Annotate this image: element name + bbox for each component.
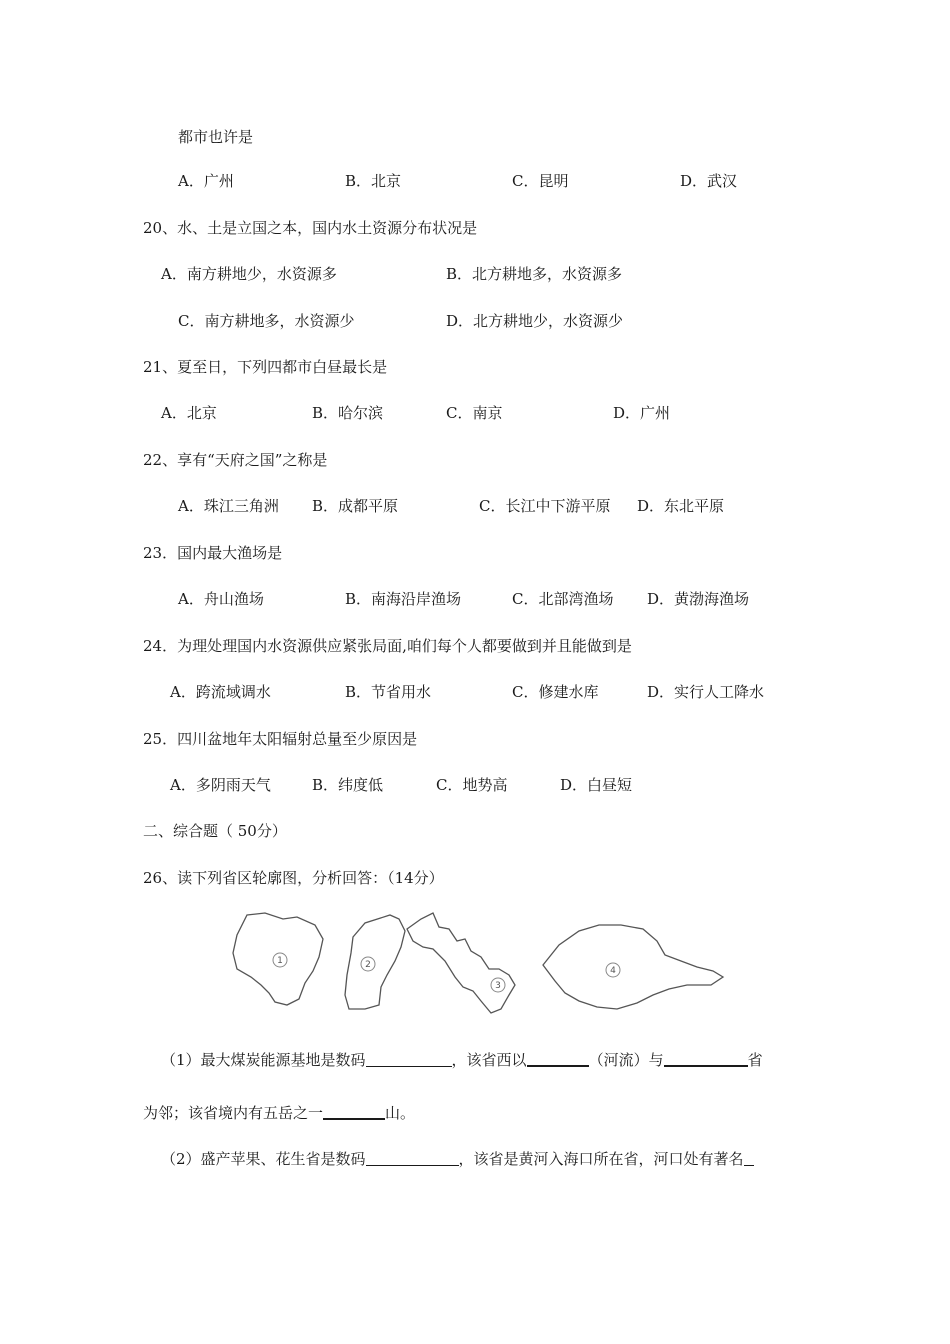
q23-option-c[interactable]: C．北部湾渔场 <box>512 590 614 608</box>
q26-1-text-c: （河流）与 <box>588 1051 664 1069</box>
q20-option-a[interactable]: A．南方耕地少，水资源多 <box>161 265 337 283</box>
q25-option-b[interactable]: B．纬度低 <box>312 776 384 794</box>
q26-2-text-a: （2）盛产苹果、花生省是数码 <box>161 1150 366 1168</box>
q22-option-b[interactable]: B．成都平原 <box>312 497 399 515</box>
q21-option-c[interactable]: C．南京 <box>446 404 503 422</box>
q24-option-a[interactable]: A．跨流域调水 <box>170 683 271 701</box>
q26-1-text-f: 山。 <box>385 1104 416 1122</box>
q26-2-text-b: ，该省是黄河入海口所在省，河口处有著名 <box>458 1150 744 1168</box>
q19-continuation: 都市也许是 <box>178 128 254 146</box>
question-26: 26、读下列省区轮廓图，分析回答：（14分） <box>143 869 444 887</box>
map-label-3: 3 <box>495 981 501 991</box>
map-label-4: 4 <box>610 966 616 976</box>
province-outline-maps <box>225 905 730 1015</box>
q26-1-blank-province-number[interactable] <box>366 1050 452 1067</box>
province-outline-4 <box>543 925 723 1009</box>
q22-option-d[interactable]: D．东北平原 <box>637 497 725 515</box>
question-25: 25．四川盆地年太阳辐射总量至少原因是 <box>143 730 418 748</box>
map-label-2: 2 <box>365 960 371 970</box>
q22-option-c[interactable]: C．长江中下游平原 <box>479 497 611 515</box>
q25-option-d[interactable]: D．白昼短 <box>560 776 633 794</box>
q26-1-text-b: ，该省西以 <box>451 1051 527 1069</box>
q24-option-b[interactable]: B．节省用水 <box>345 683 432 701</box>
q23-option-d[interactable]: D．黄渤海渔场 <box>647 590 750 608</box>
province-outline-3 <box>407 913 515 1013</box>
q26-1-blank-neighbor-province[interactable] <box>664 1049 748 1067</box>
q19-option-b[interactable]: B．北京 <box>345 172 402 190</box>
q26-1-text-d: 省 <box>747 1051 763 1069</box>
q21-option-b[interactable]: B．哈尔滨 <box>312 404 384 422</box>
q20-option-c[interactable]: C．南方耕地多，水资源少 <box>178 312 355 330</box>
q26-1-blank-mountain[interactable] <box>323 1102 385 1120</box>
q26-1-text-e: 为邻；该省境内有五岳之一 <box>143 1104 324 1122</box>
q21-option-a[interactable]: A．北京 <box>161 404 217 422</box>
q24-option-c[interactable]: C．修建水库 <box>512 683 599 701</box>
q19-option-c[interactable]: C．昆明 <box>512 172 569 190</box>
q25-option-a[interactable]: A．多阴雨天气 <box>170 776 271 794</box>
q24-option-d[interactable]: D．实行人工降水 <box>647 683 765 701</box>
q23-option-a[interactable]: A．舟山渔场 <box>178 590 264 608</box>
q25-option-c[interactable]: C．地势高 <box>436 776 508 794</box>
question-24: 24．为理处理国内水资源供应紧张局面,咱们每个人都要做到并且能做到是 <box>143 637 632 655</box>
question-22: 22、享有“天府之国”之称是 <box>143 451 328 469</box>
q23-option-b[interactable]: B．南海沿岸渔场 <box>345 590 462 608</box>
question-26-1-cont <box>143 1102 415 1123</box>
section-2-heading: 二、综合题（ 50分） <box>143 822 287 840</box>
map-label-1: 1 <box>277 956 283 966</box>
question-20: 20、水、土是立国之本，国内水土资源分布状况是 <box>143 219 478 237</box>
q20-option-b[interactable]: B．北方耕地多，水资源多 <box>446 265 623 283</box>
q26-2-blank-province-number[interactable] <box>366 1149 459 1166</box>
question-21: 21、夏至日，下列四都市白昼最长是 <box>143 358 388 376</box>
q19-option-a[interactable]: A．广州 <box>178 172 234 190</box>
question-26-1 <box>161 1049 763 1070</box>
q21-option-d[interactable]: D．广州 <box>613 404 671 422</box>
q20-option-d[interactable]: D．北方耕地少，水资源少 <box>446 312 624 330</box>
q19-option-d[interactable]: D．武汉 <box>680 172 738 190</box>
q26-1-text-a: （1）最大煤炭能源基地是数码 <box>161 1051 366 1069</box>
q26-2-blank-trailing[interactable] <box>744 1149 754 1166</box>
q22-option-a[interactable]: A．珠江三角洲 <box>178 497 279 515</box>
q26-1-blank-river[interactable] <box>527 1049 589 1067</box>
question-23: 23．国内最大渔场是 <box>143 544 283 562</box>
question-26-2 <box>161 1149 754 1169</box>
